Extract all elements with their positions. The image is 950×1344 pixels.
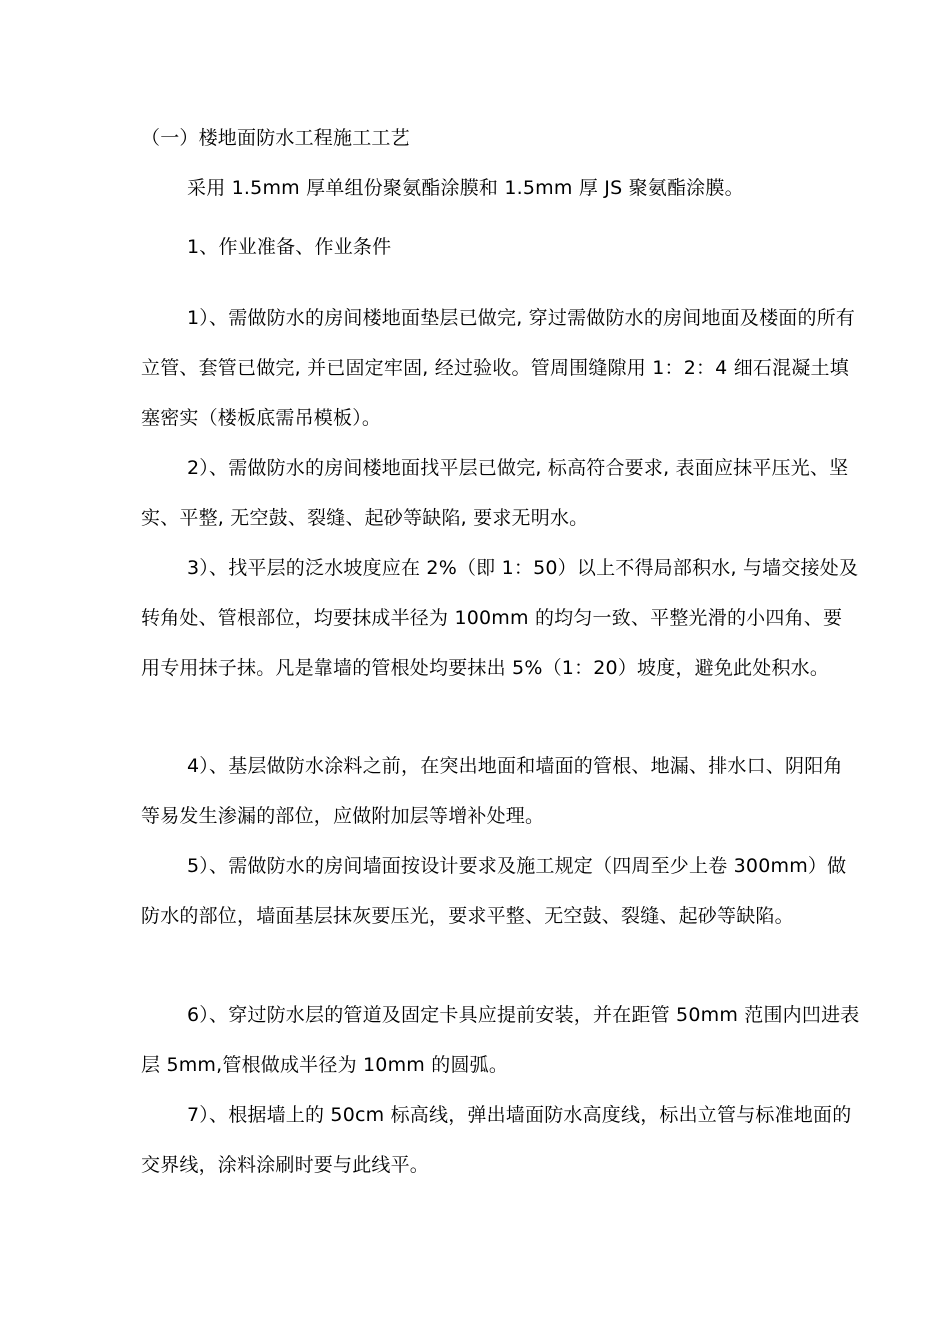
paragraph-item-7: 7）、根据墙上的 50cm 标高线，弹出墙面防水高度线，标出立管与标准地面的交界线，涂料涂刷时要与此线平。: [141, 1104, 852, 1176]
paragraph-item-3: 3）、找平层的泛水坡度应在 2%（即 1：50）以上不得局部积水, 与墙交接处及转角处、管根部位，均要抹成半径为 100mm 的均匀一致、平整光滑的小四角、要用专用抹子抹。凡是靠墙的管根处均要抹出 5%（1：20）坡度，避免此处积水。: [141, 557, 859, 679]
paragraph-item-2: 2）、需做防水的房间楼地面找平层已做完, 标高符合要求, 表面应抹平压光、坚实、平整, 无空鼓、裂缝、起砂等缺陷, 要求无明水。: [141, 457, 849, 529]
paragraph-item-6: 6）、穿过防水层的管道及固定卡具应提前安装，并在距管 50mm 范围内凹进表层 5mm,管根做成半径为 10mm 的圆弧。: [141, 1004, 860, 1076]
intro-paragraph: 采用 1.5mm 厚单组份聚氨酯涂膜和 1.5mm 厚 JS 聚氨酯涂膜。: [187, 177, 744, 199]
document-title: （一）楼地面防水工程施工工艺: [141, 127, 410, 149]
paragraph-item-4: 4）、基层做防水涂料之前，在突出地面和墙面的管根、地漏、排水口、阴阳角等易发生渗漏的部位，应做附加层等增补处理。: [141, 755, 843, 827]
paragraph-item-1: 1）、需做防水的房间楼地面垫层已做完, 穿过需做防水的房间地面及楼面的所有立管、套管已做完, 并已固定牢固, 经过验收。管周围缝隙用 1：2：4 细石混凝土填塞密实（楼板底需吊模板）。: [141, 307, 856, 429]
section-heading: 1、作业准备、作业条件: [187, 236, 392, 258]
paragraph-item-5: 5）、需做防水的房间墙面按设计要求及施工规定（四周至少上卷 300mm）做防水的部位，墙面基层抹灰要压光，要求平整、无空鼓、裂缝、起砂等缺陷。: [141, 855, 847, 927]
